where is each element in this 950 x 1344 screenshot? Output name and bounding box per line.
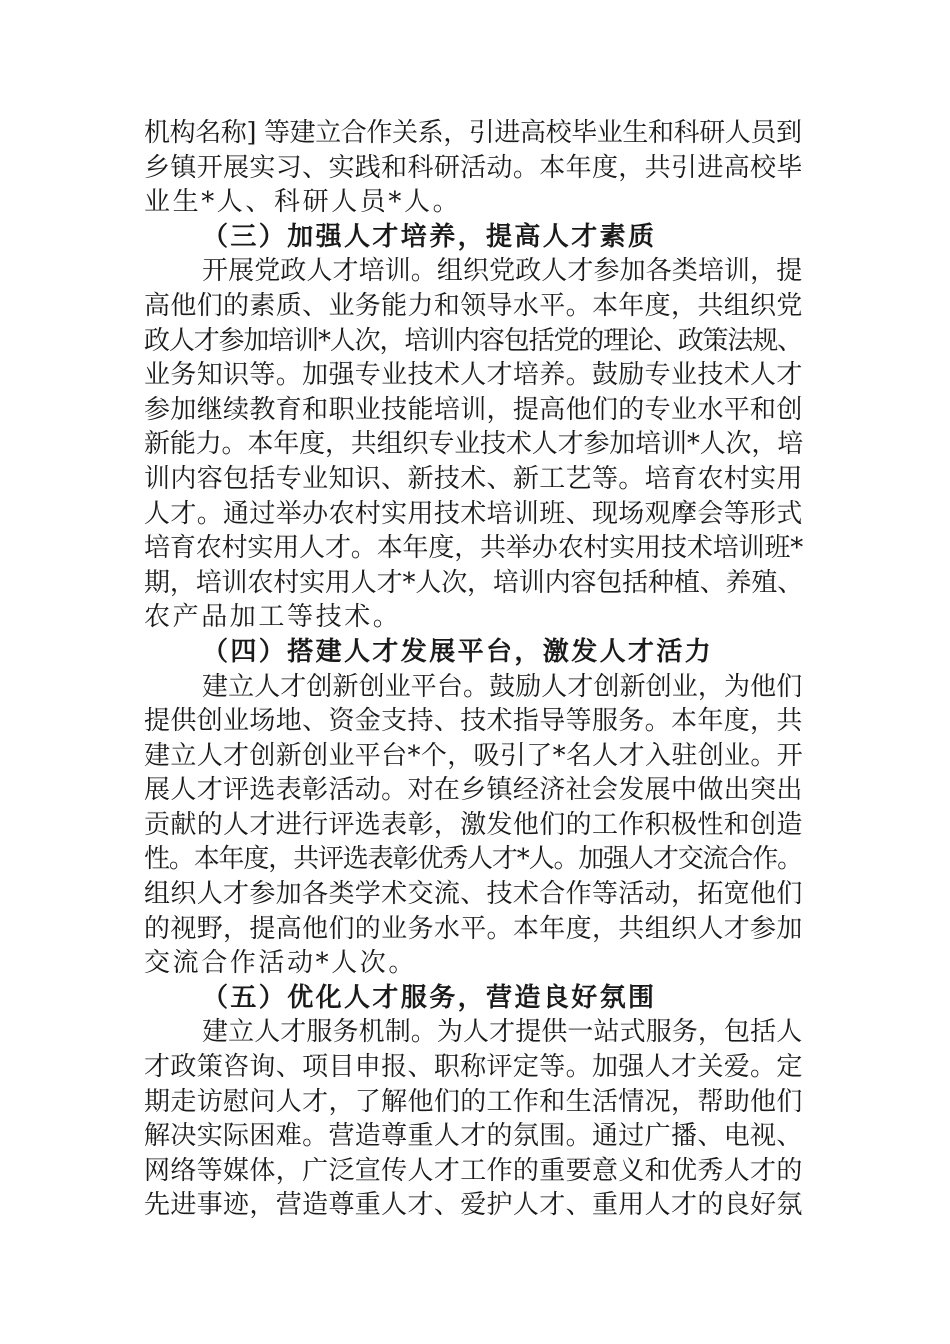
text-line: 展人才评选表彰活动。对在乡镇经济社会发展中做出突出: [144, 775, 803, 806]
text-line: 期，培训农村实用人才*人次，培训内容包括种植、养殖、: [144, 567, 804, 598]
text-line: 贡献的人才进行评选表彰，激发他们的工作积极性和创造: [144, 809, 803, 840]
text-line: 解决实际困难。营造尊重人才的氛围。通过广播、电视、: [144, 1121, 803, 1152]
text-line: 训内容包括专业知识、新技术、新工艺等。培育农村实用: [144, 463, 803, 494]
text-line: 人才。通过举办农村实用技术培训班、现场观摩会等形式: [144, 498, 803, 529]
text-line: 建立人才创新创业平台*个，吸引了*名人才入驻创业。开: [144, 740, 804, 771]
text-line: 业务知识等。加强专业技术人才培养。鼓励专业技术人才: [144, 360, 803, 391]
text-line: 新能力。本年度，共组织专业技术人才参加培训*人次，培: [144, 429, 804, 460]
text-line: 组织人才参加各类学术交流、技术合作等活动，拓宽他们: [144, 879, 803, 910]
text-line: 开展党政人才培训。组织党政人才参加各类培训，提: [202, 256, 803, 287]
text-line: 业生*人、科研人员*人。: [144, 187, 462, 218]
text-line: 的视野，提高他们的业务水平。本年度，共组织人才参加: [144, 913, 803, 944]
section-heading: （五）优化人才服务，营造良好氛围: [202, 982, 657, 1013]
text-line: 期走访慰问人才，了解他们的工作和生活情况，帮助他们: [144, 1086, 803, 1117]
text-line: 机构名称] 等建立合作关系，引进高校毕业生和科研人员到: [144, 118, 802, 148]
text-line: 提供创业场地、资金支持、技术指导等服务。本年度，共: [144, 706, 803, 737]
section-heading: （三）加强人才培养，提高人才素质: [202, 221, 657, 252]
text-line: 交流合作活动*人次。: [144, 948, 418, 979]
text-line: 参加继续教育和职业技能培训，提高他们的专业水平和创: [144, 394, 803, 425]
text-line: 高他们的素质、业务能力和领导水平。本年度，共组织党: [144, 290, 803, 321]
text-line: 性。本年度，共评选表彰优秀人才*人。加强人才交流合作。: [144, 844, 802, 875]
section-heading: （四）搭建人才发展平台，激发人才活力: [202, 636, 714, 667]
text-line: 才政策咨询、项目申报、职称评定等。加强人才关爱。定: [144, 1052, 803, 1083]
text-line: 建立人才创新创业平台。鼓励人才创新创业，为他们: [202, 671, 803, 702]
text-line: 培育农村实用人才。本年度，共举办农村实用技术培训班*: [144, 533, 804, 564]
text-line: 建立人才服务机制。为人才提供一站式服务，包括人: [202, 1017, 803, 1048]
text-line: 网络等媒体，广泛宣传人才工作的重要意义和优秀人才的: [144, 1155, 803, 1186]
text-line: 先进事迹，营造尊重人才、爱护人才、重用人才的良好氛: [144, 1190, 803, 1221]
document-page: [144, 116, 806, 1223]
text-line: 乡镇开展实习、实践和科研活动。本年度，共引进高校毕: [144, 152, 803, 183]
text-line: 农产品加工等技术。: [144, 602, 402, 633]
text-line: 政人才参加培训*人次，培训内容包括党的理论、政策法规、: [144, 325, 802, 356]
